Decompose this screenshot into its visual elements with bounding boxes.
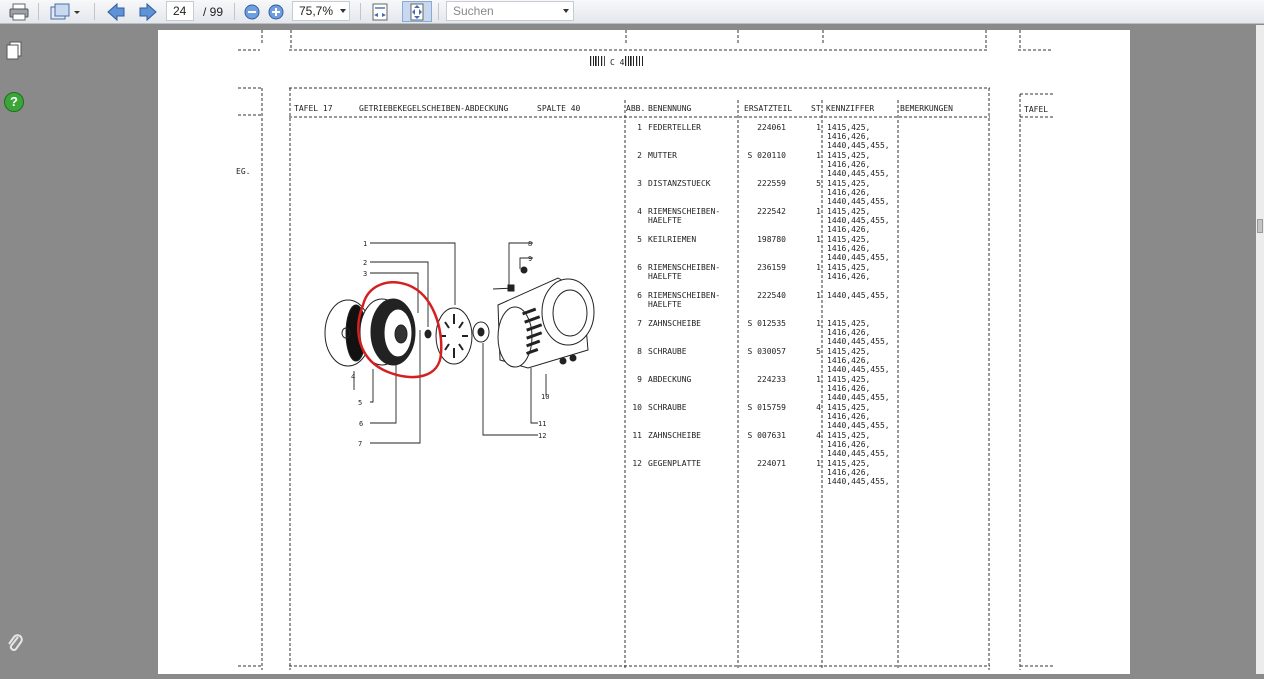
row-abb: 6 — [637, 291, 642, 300]
row-ersatzteil: 224233 — [757, 375, 786, 384]
row-kennziffer: 1415,425, — [827, 179, 871, 188]
parts-list-page — [158, 30, 1130, 674]
callout-12: 12 — [538, 432, 547, 440]
search-input[interactable] — [446, 1, 574, 21]
chevron-down-icon — [340, 9, 346, 13]
row-benennung: HAELFTE — [648, 300, 682, 309]
row-kennziffer: 1415,425, — [827, 123, 871, 132]
attachment-icon[interactable] — [6, 633, 24, 653]
row-kennziffer: 1440,445,455, — [827, 253, 890, 262]
row-benennung: DISTANZSTUECK — [648, 179, 711, 188]
row-abb: 9 — [637, 375, 642, 384]
row-kennziffer: 1440,445,455, — [827, 393, 890, 402]
page-number-input[interactable]: 24 — [166, 1, 194, 21]
row-benennung: FEDERTELLER — [648, 123, 701, 132]
print-icon[interactable] — [6, 1, 32, 22]
row-st: 5 — [816, 347, 821, 356]
row-abb: 4 — [637, 207, 642, 216]
next-page-icon[interactable] — [136, 1, 160, 22]
row-kennziffer: 1416,426, — [827, 468, 871, 477]
tafel-label: TAFEL 17 — [294, 104, 333, 113]
right-page-fragment: TAFEL — [1024, 105, 1049, 114]
row-abb: 11 — [632, 431, 642, 440]
row-ersatzteil: 224071 — [757, 459, 786, 468]
chevron-down-icon — [563, 9, 569, 13]
page-tools-icon[interactable] — [48, 1, 82, 22]
row-st: 1 — [816, 123, 821, 132]
callout-10: 10 — [541, 393, 550, 401]
row-benennung: HAELFTE — [648, 272, 682, 281]
row-kennziffer: 1440,445,455, — [827, 337, 890, 346]
search-placeholder: Suchen — [453, 4, 494, 18]
row-ersatzteil: 222542 — [757, 207, 786, 216]
row-ersatzteil: 224061 — [757, 123, 786, 132]
row-st: 1 — [816, 263, 821, 272]
parts-table-body — [632, 123, 889, 486]
zoom-value: 75,7% — [299, 4, 334, 18]
row-kennziffer: 1416,426, — [827, 160, 871, 169]
row-kennziffer: 1440,445,455, — [827, 421, 890, 430]
row-kennziffer: 1440,445,455, — [827, 291, 890, 300]
row-kennziffer: 1440,445,455, — [827, 449, 890, 458]
row-kennziffer: 1415,425, — [827, 207, 871, 216]
row-kennziffer: 1440,445,455, — [827, 477, 890, 486]
row-benennung: RIEMENSCHEIBEN- — [648, 291, 721, 300]
callout-8: 8 — [528, 240, 533, 248]
row-benennung: RIEMENSCHEIBEN- — [648, 263, 721, 272]
row-benennung: RIEMENSCHEIBEN- — [648, 207, 721, 216]
row-abb: 6 — [637, 263, 642, 272]
row-ersatzteil: S 012535 — [747, 319, 786, 328]
row-kennziffer: 1416,426, — [827, 440, 871, 449]
callout-1: 1 — [363, 240, 368, 248]
column-header-kennziffer: KENNZIFFER — [826, 104, 875, 113]
column-header-st: ST — [811, 104, 821, 113]
callout-11: 11 — [538, 420, 547, 428]
row-ersatzteil: S 007631 — [747, 431, 786, 440]
row-abb: 8 — [637, 347, 642, 356]
row-ersatzteil: 222559 — [757, 179, 786, 188]
callout-9: 9 — [528, 255, 533, 263]
row-ersatzteil: S 015759 — [747, 403, 786, 412]
row-ersatzteil: S 030057 — [747, 347, 786, 356]
callout-5: 5 — [358, 399, 363, 407]
pages-icon[interactable] — [6, 41, 22, 61]
page-total-label: / 99 — [202, 4, 223, 19]
zoom-in-icon[interactable] — [266, 1, 286, 22]
row-ersatzteil: 198780 — [757, 235, 786, 244]
fit-page-icon[interactable] — [402, 1, 432, 22]
navigation-pane — [0, 25, 28, 674]
row-st: 1 — [816, 291, 821, 300]
callout-4: 4 — [351, 373, 356, 381]
row-kennziffer: 1415,425, — [827, 319, 871, 328]
row-st: 1 — [816, 151, 821, 160]
row-abb: 2 — [637, 151, 642, 160]
row-st: 1 — [816, 375, 821, 384]
column-header-ersatzteil: ERSATZTEIL — [744, 104, 793, 113]
row-kennziffer: 1416,426, — [827, 188, 871, 197]
row-st: 5 — [816, 179, 821, 188]
row-kennziffer: 1415,425, — [827, 459, 871, 468]
row-benennung: SCHRAUBE — [648, 347, 687, 356]
row-kennziffer: 1416,426, — [827, 272, 871, 281]
row-kennziffer: 1440,445,455, — [827, 141, 890, 150]
row-benennung: ZAHNSCHEIBE — [648, 431, 701, 440]
vertical-scrollbar[interactable] — [1256, 25, 1264, 674]
row-kennziffer: 1415,425, — [827, 347, 871, 356]
row-kennziffer: 1415,425, — [827, 403, 871, 412]
toolbar — [0, 0, 1264, 24]
row-kennziffer: 1416,426, — [827, 356, 871, 365]
barcode-label: C 4 — [610, 58, 625, 67]
help-icon[interactable]: ? — [4, 92, 24, 112]
callout-7: 7 — [358, 440, 363, 448]
row-st: 1 — [816, 319, 821, 328]
row-kennziffer: 1416,426, — [827, 225, 871, 234]
row-benennung: HAELFTE — [648, 216, 682, 225]
row-benennung: GEGENPLATTE — [648, 459, 701, 468]
row-abb: 12 — [632, 459, 642, 468]
callout-2: 2 — [363, 259, 368, 267]
row-abb: 5 — [637, 235, 642, 244]
row-benennung: ABDECKUNG — [648, 375, 692, 384]
row-abb: 7 — [637, 319, 642, 328]
column-header-bemerkungen: BEMERKUNGEN — [900, 104, 953, 113]
row-st: 4 — [816, 403, 821, 412]
row-kennziffer: 1416,426, — [827, 412, 871, 421]
row-kennziffer: 1440,445,455, — [827, 216, 890, 225]
row-benennung: ZAHNSCHEIBE — [648, 319, 701, 328]
row-ersatzteil: 236159 — [757, 263, 786, 272]
zoom-out-icon[interactable] — [242, 1, 262, 22]
row-benennung: MUTTER — [648, 151, 677, 160]
spalte-label: SPALTE 40 — [537, 104, 581, 113]
row-kennziffer: 1415,425, — [827, 151, 871, 160]
row-st: 4 — [816, 431, 821, 440]
left-page-fragment: EG. — [236, 167, 251, 176]
row-ersatzteil: 222540 — [757, 291, 786, 300]
callout-6: 6 — [359, 420, 364, 428]
row-st: 1 — [816, 235, 821, 244]
row-st: 1 — [816, 207, 821, 216]
row-abb: 1 — [637, 123, 642, 132]
row-abb: 10 — [632, 403, 642, 412]
row-kennziffer: 1440,445,455, — [827, 169, 890, 178]
document-page — [158, 30, 1130, 674]
scrollbar-thumb[interactable] — [1257, 219, 1263, 233]
row-kennziffer: 1415,425, — [827, 375, 871, 384]
column-header-abb: ABB. — [626, 104, 646, 113]
fit-width-icon[interactable] — [368, 1, 392, 22]
row-kennziffer: 1415,425, — [827, 263, 871, 272]
page-title: GETRIEBEKEGELSCHEIBEN-ABDECKUNG — [359, 104, 509, 113]
row-ersatzteil: S 020110 — [747, 151, 786, 160]
row-kennziffer: 1416,426, — [827, 244, 871, 253]
row-kennziffer: 1416,426, — [827, 328, 871, 337]
callout-3: 3 — [363, 270, 368, 278]
previous-page-icon[interactable] — [104, 1, 128, 22]
row-kennziffer: 1416,426, — [827, 132, 871, 141]
row-benennung: SCHRAUBE — [648, 403, 687, 412]
row-kennziffer: 1416,426, — [827, 384, 871, 393]
row-kennziffer: 1440,445,455, — [827, 197, 890, 206]
zoom-select[interactable] — [292, 1, 350, 21]
row-kennziffer: 1440,445,455, — [827, 365, 890, 374]
row-benennung: KEILRIEMEN — [648, 235, 697, 244]
row-kennziffer: 1415,425, — [827, 431, 871, 440]
row-st: 1 — [816, 459, 821, 468]
column-header-benennung: BENENNUNG — [648, 104, 692, 113]
row-kennziffer: 1415,425, — [827, 235, 871, 244]
row-abb: 3 — [637, 179, 642, 188]
